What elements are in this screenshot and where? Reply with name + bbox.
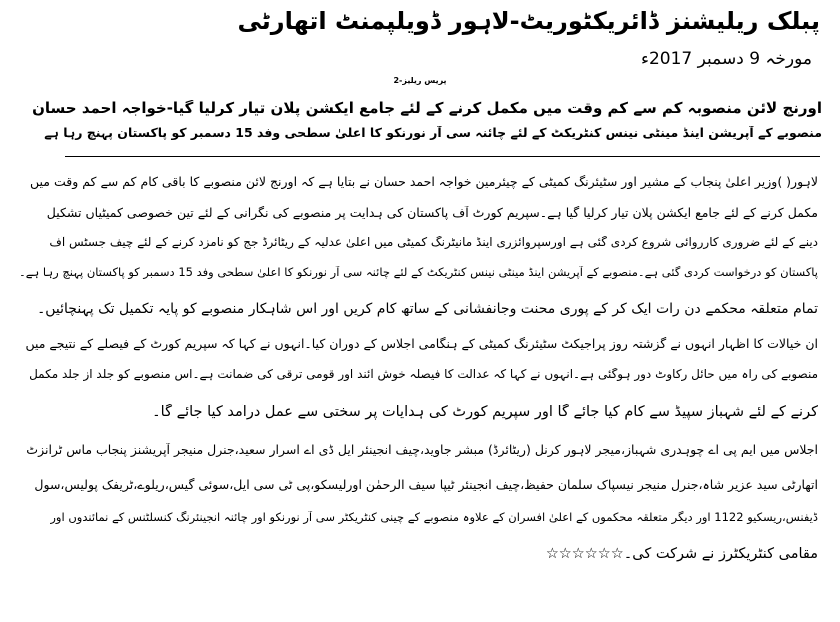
body-line-8: کرنے کے لئے شہباز سپیڈ سے کام کیا جائے گا اور سپریم کورٹ کی ہدایات پر سختی سے عمل درآمد کیا جائے گا۔ [152,404,818,420]
body-line-5: تمام متعلقہ محکمے دن رات ایک کر کے پوری محنت وجانفشانی کے ساتھ کام کریں اور اس شاہکار منصوبے کو پایہ تکمیل تک پہنچائیں۔ [37,301,818,317]
organization-header: پبلک ریلیشنز ڈائریکٹوریٹ-لاہور ڈویلپمنٹ اتھارٹی [237,8,820,35]
body-line-9: اجلاس میں ایم پی اے چوہدری شہباز،میجر لاہور کرنل (ریٹائرڈ) مبشر جاوید،چیف انجینئر ایل ڈی اے اسرار سعید،جنرل منیجر آپریشنز پنجاب ماس ٹرانزٹ [26,443,818,457]
headline-line-1: اورنج لائن منصوبہ کم سے کم وقت میں مکمل کرنے کے لئے جامع ایکشن پلان تیار کرلیا گیا-خواجہ احمد حسان [32,100,822,117]
body-line-10: اتھارٹی سید عزیر شاہ،جنرل منیجر نیسپاک سلمان حفیظ،چیف انجینئر ٹیپا سیف الرحمٰن اورلیسکو،پی ٹی سی ایل،سوئی گیس،ریلوے،ٹریفک پولیس،سول [34,478,818,492]
body-line-1: لاہور( )وزیر اعلیٰ پنجاب کے مشیر اور سٹیئرنگ کمیٹی کے چیئرمین خواجہ احمد حسان نے بتایا ہے کہ اورنج لائن منصوبے کا باقی کام کم سے کم وقت میں [29,175,818,189]
body-line-3: دینے کے لئے ضروری کارروائی شروع کردی گئی ہے اورسپروائزری اینڈ مانیٹرنگ کمیٹی میں اعلیٰ عدلیہ کے ریٹائرڈ جج کو نامزد کرنے کے لئے چیف جسٹس آف [49,236,818,249]
release-date: مورخہ 9 دسمبر 2017ء [640,50,812,69]
headline-line-2: منصوبے کے آپریشن اینڈ مینٹی نینس کنٹریکٹ کے لئے چائنہ سی آر نورنکو کا اعلیٰ سطحی وفد 15 دسمبر کو پاکستان پہنچ رہا ہے [44,126,822,140]
press-release-title: پریس ریلیز-2 [393,76,447,85]
headline-underline [65,156,820,157]
body-line-4: پاکستان کو درخواست کردی گئی ہے۔منصوبے کے آپریشن اینڈ مینٹی نینس کنٹریکٹ کے لئے چائنہ سی آر نورنکو کا اعلیٰ سطحی وفد 15 دسمبر کو پاکستان پہنچ رہا ہے۔ [19,266,818,279]
body-line-12: مقامی کنٹریکٹرز نے شرکت کی۔☆☆☆☆☆☆ [545,546,818,562]
body-line-7: منصوبے کی راہ میں حائل رکاوٹ دور ہوگئی ہے۔انہوں نے کہا کہ عدالت کا فیصلہ خوش آئند اور قومی ترقی کی ضمانت ہے۔اس منصوبے کو جلد از جلد مکمل [29,368,818,381]
body-line-6: ان خیالات کا اظہار انہوں نے گزشتہ روز پراجیکٹ سٹیئرنگ کمیٹی کے ہنگامی اجلاس کے دوران کیا۔انہوں نے کہا کہ سپریم کورٹ کے فیصلے کے نتیجے میں [25,337,818,351]
body-line-11: ڈیفنس،ریسکیو 1122 اور دیگر متعلقہ محکموں کے اعلیٰ افسران کے علاوہ منصوبے کے چینی کنٹریکٹر سی آر نورنکو اور چائنہ انجینئرنگ کنسلٹنس کے نمائندوں اور [50,511,818,524]
body-line-2: مکمل کرنے کے لئے جامع ایکشن پلان تیار کرلیا گیا ہے۔سپریم کورٹ آف پاکستان کی ہدایت پر منصوبے کی نگرانی کے لئے تین خصوصی کمیٹیاں تشکیل [46,206,818,220]
